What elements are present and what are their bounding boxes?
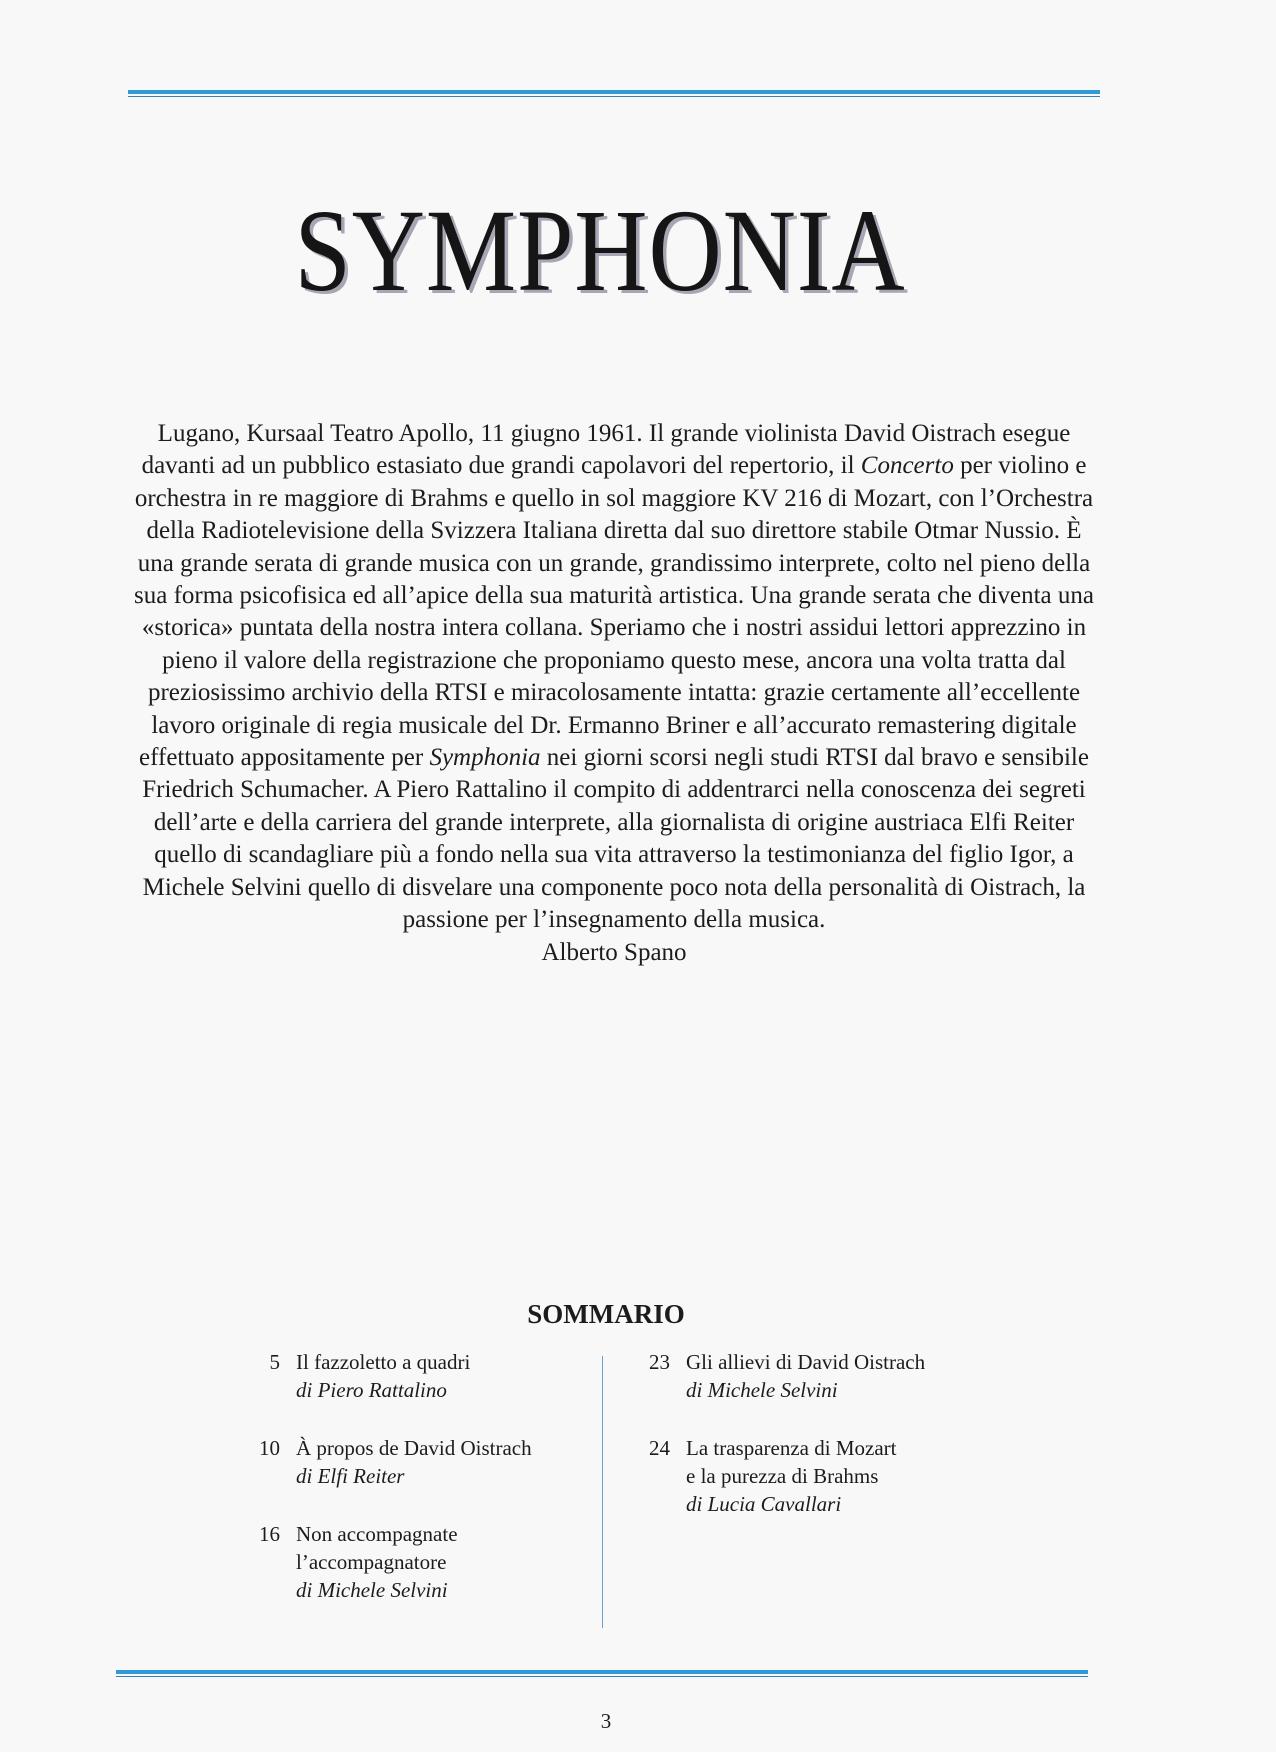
bottom-rule: [116, 1670, 1088, 1677]
summary-entry-title: Non accompagnate: [296, 1522, 458, 1546]
intro-italic-title: Concerto: [860, 452, 954, 480]
intro-text: nei giorni scorsi negli studi RTSI dal bravo e sensibile Friedrich Schumacher. A Piero Rattalino il compito di addentrarci nella conoscenza dei segreti dell’arte e della carriera del grande interprete, alla giornalista di origine austriaca Elfi Reiter quello di scandagliare più a fondo nella sua vita attraverso la testimonianza del figlio Igor, a Michele Selvini quello di disvelare una componente poco nota della personalità di Oistrach, la passione per l’insegnamento della musica.: [142, 744, 1089, 934]
summary-entry-author: di Piero Rattalino: [296, 1378, 447, 1402]
intro-italic-title: Symphonia: [429, 744, 541, 772]
intro-text: Lugano, Kursaal Teatro Apollo, 11 giugno 1961. Il grande violinista David Oistrach esegue davanti ad un pubblico estasiato due grandi capolavori del repertorio, il: [141, 420, 1071, 480]
masthead-title: SYMPHONIA: [294, 185, 906, 316]
summary-entry: [248, 1348, 588, 1404]
summary-column-right: [638, 1348, 998, 1548]
editorial-intro: [130, 418, 1098, 969]
summary-entry-title: La trasparenza di Mozart: [686, 1436, 897, 1460]
summary-column-divider: [602, 1356, 603, 1628]
summary-entry: [248, 1434, 588, 1490]
intro-text: per violino e orchestra in re maggiore di Brahms e quello in sol maggiore KV 216 di Mozart, con l’Orchestra della Radiotelevisione della Svizzera Italiana diretta dal suo direttore stabile Otmar Nussio. È una grande serata di grande musica con un grande, grandissimo interprete, colto nel pieno della sua forma psicofisica ed all’apice della sua maturità artistica. Una grande serata che diventa una «storica» puntata della nostra intera collana. Speriamo che i nostri assidui lettori apprezzino in pieno il valore della registrazione che proponiamo questo mese, ancora una volta tratta dal preziosissimo archivio della RTSI e miracolosamente intatta: grazie certamente all’eccellente lavoro originale di regia musicale del Dr. Ermanno Briner e all’accurato remastering digitale effettuato appositamente per: [134, 452, 1094, 772]
summary-entry-title: Il fazzoletto a quadri: [296, 1350, 471, 1374]
summary-entry: [638, 1434, 998, 1518]
summary-entry-title: Gli allievi di David Oistrach: [686, 1350, 926, 1374]
intro-paragraph: [130, 418, 1098, 937]
summary-entry-title: e la purezza di Brahms: [686, 1464, 879, 1488]
summary-page-number: 5: [269, 1350, 280, 1374]
summary-entry-author: di Michele Selvini: [296, 1578, 448, 1602]
summary-page-number: 10: [259, 1436, 280, 1460]
summary-entry: [248, 1520, 588, 1604]
summary-title: SOMMARIO: [527, 1299, 685, 1329]
summary-page-number: 23: [649, 1350, 670, 1374]
summary-column-left: [248, 1348, 588, 1634]
summary-page-number: 16: [259, 1522, 280, 1546]
page-number: 3: [600, 1709, 612, 1733]
summary-entry-author: di Lucia Cavallari: [686, 1492, 842, 1516]
top-rule: [128, 90, 1100, 97]
summary-entry-title: l’accompagnatore: [296, 1550, 447, 1574]
summary-entry-title: À propos de David Oistrach: [296, 1436, 532, 1460]
summary-entry-author: di Elfi Reiter: [296, 1464, 405, 1488]
summary-entry: [638, 1348, 998, 1404]
intro-signature: Alberto Spano: [541, 938, 687, 966]
summary-entry-author: di Michele Selvini: [686, 1378, 838, 1402]
summary-page-number: 24: [649, 1436, 670, 1460]
